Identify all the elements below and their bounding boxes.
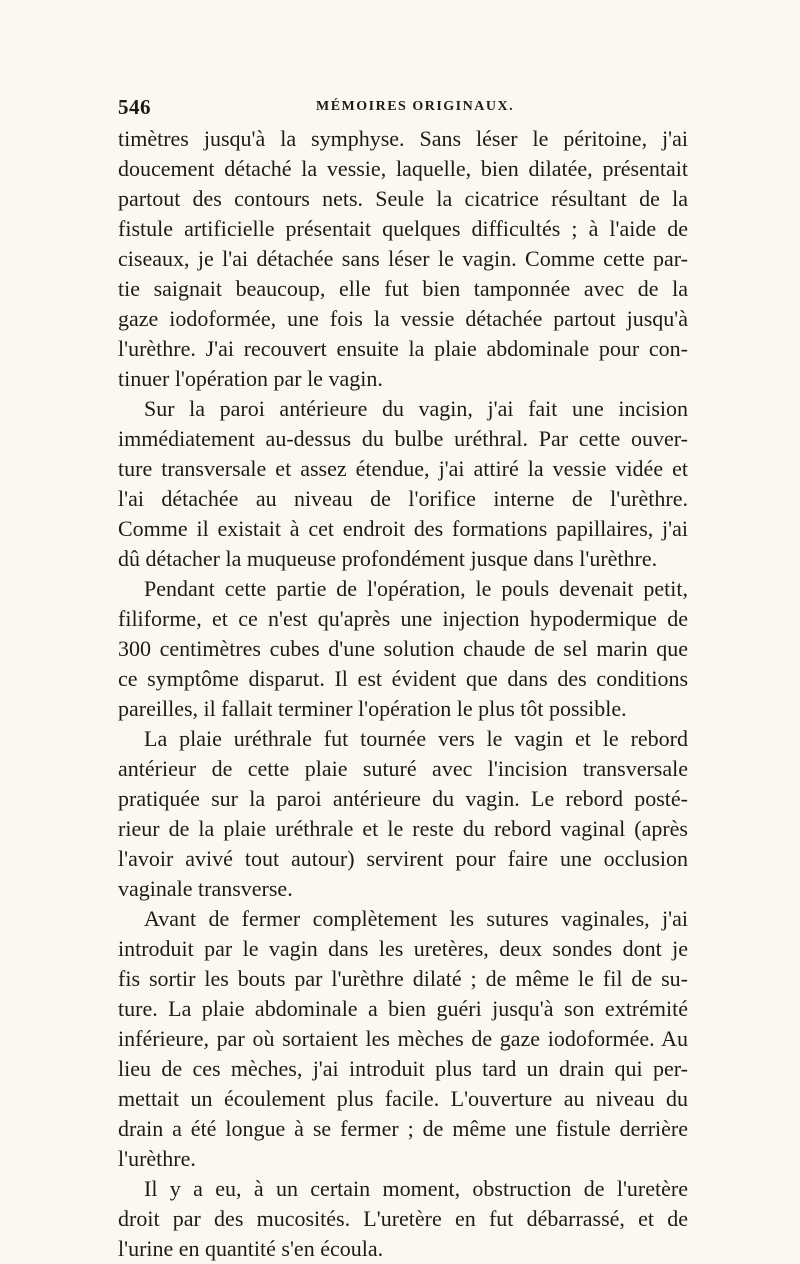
text-line: ture. La plaie abdominale a bien guéri jusqu'à son extrémité (118, 996, 688, 1021)
text-line: partout des contours nets. Seule la cicatrice résultant de la (118, 186, 688, 211)
text-line: antérieur de cette plaie suturé avec l'incision transversale (118, 756, 688, 781)
text-line: l'urine en quantité s'en écoula. (118, 1236, 384, 1261)
page-number: 546 (118, 95, 151, 119)
running-title: MÉMOIRES ORIGINAUX. (316, 99, 515, 114)
text-line: La plaie uréthrale fut tournée vers le vagin et le rebord (144, 726, 688, 751)
text-line: tie saignait beaucoup, elle fut bien tamponnée avec de la (118, 276, 688, 301)
text-line: pareilles, il fallait terminer l'opération le plus tôt possible. (118, 696, 627, 721)
text-line: 300 centimètres cubes d'une solution chaude de sel marin que (118, 636, 688, 661)
text-line: inférieure, par où sortaient les mèches de gaze iodoformée. Au (118, 1026, 688, 1051)
text-line: tinuer l'opération par le vagin. (118, 366, 383, 391)
text-line: immédiatement au-dessus du bulbe uréthral. Par cette ouver- (118, 426, 688, 451)
text-line: doucement détaché la vessie, laquelle, bien dilatée, présentait (118, 156, 688, 181)
text-line: pratiquée sur la paroi antérieure du vagin. Le rebord posté- (118, 786, 688, 811)
text-line: Il y a eu, à un certain moment, obstruction de l'uretère (144, 1176, 688, 1201)
text-line: l'ai détachée au niveau de l'orifice interne de l'urèthre. (118, 486, 688, 511)
text-line: lieu de ces mèches, j'ai introduit plus tard un drain qui per- (118, 1056, 688, 1081)
body-text (118, 124, 688, 1264)
text-line: vaginale transverse. (118, 876, 293, 901)
text-line: ciseaux, je l'ai détachée sans léser le vagin. Comme cette par- (118, 246, 688, 271)
text-line: Avant de fermer complètement les sutures vaginales, j'ai (144, 906, 688, 931)
text-line: l'urèthre. (118, 1146, 196, 1171)
text-line: fistule artificielle présentait quelques difficultés ; à l'aide de (118, 216, 688, 241)
text-line: ture transversale et assez étendue, j'ai attiré la vessie vidée et (118, 456, 688, 481)
text-line: Sur la paroi antérieure du vagin, j'ai fait une incision (144, 396, 688, 421)
text-line: rieur de la plaie uréthrale et le reste du rebord vaginal (après (118, 816, 688, 841)
text-line: Comme il existait à cet endroit des formations papillaires, j'ai (118, 516, 688, 541)
running-head (118, 95, 688, 121)
text-line: ce symptôme disparut. Il est évident que dans des conditions (118, 666, 688, 691)
text-line: fis sortir les bouts par l'urèthre dilaté ; de même le fil de su- (118, 966, 688, 991)
text-line: timètres jusqu'à la symphyse. Sans léser le péritoine, j'ai (118, 126, 688, 151)
text-line: drain a été longue à se fermer ; de même une fistule derrière (118, 1116, 688, 1141)
text-line: filiforme, et ce n'est qu'après une injection hypodermique de (118, 606, 688, 631)
text-line: droit par des mucosités. L'uretère en fut débarrassé, et de (118, 1206, 688, 1231)
text-line: l'avoir avivé tout autour) servirent pour faire une occlusion (118, 846, 688, 871)
text-line: Pendant cette partie de l'opération, le pouls devenait petit, (144, 576, 688, 601)
text-line: introduit par le vagin dans les uretères, deux sondes dont je (118, 936, 688, 961)
text-line: dû détacher la muqueuse profondément jusque dans l'urèthre. (118, 546, 658, 571)
text-line: l'urèthre. J'ai recouvert ensuite la plaie abdominale pour con- (118, 336, 688, 361)
text-line: mettait un écoulement plus facile. L'ouverture au niveau du (118, 1086, 688, 1111)
text-line: gaze iodoformée, une fois la vessie détachée partout jusqu'à (118, 306, 688, 331)
